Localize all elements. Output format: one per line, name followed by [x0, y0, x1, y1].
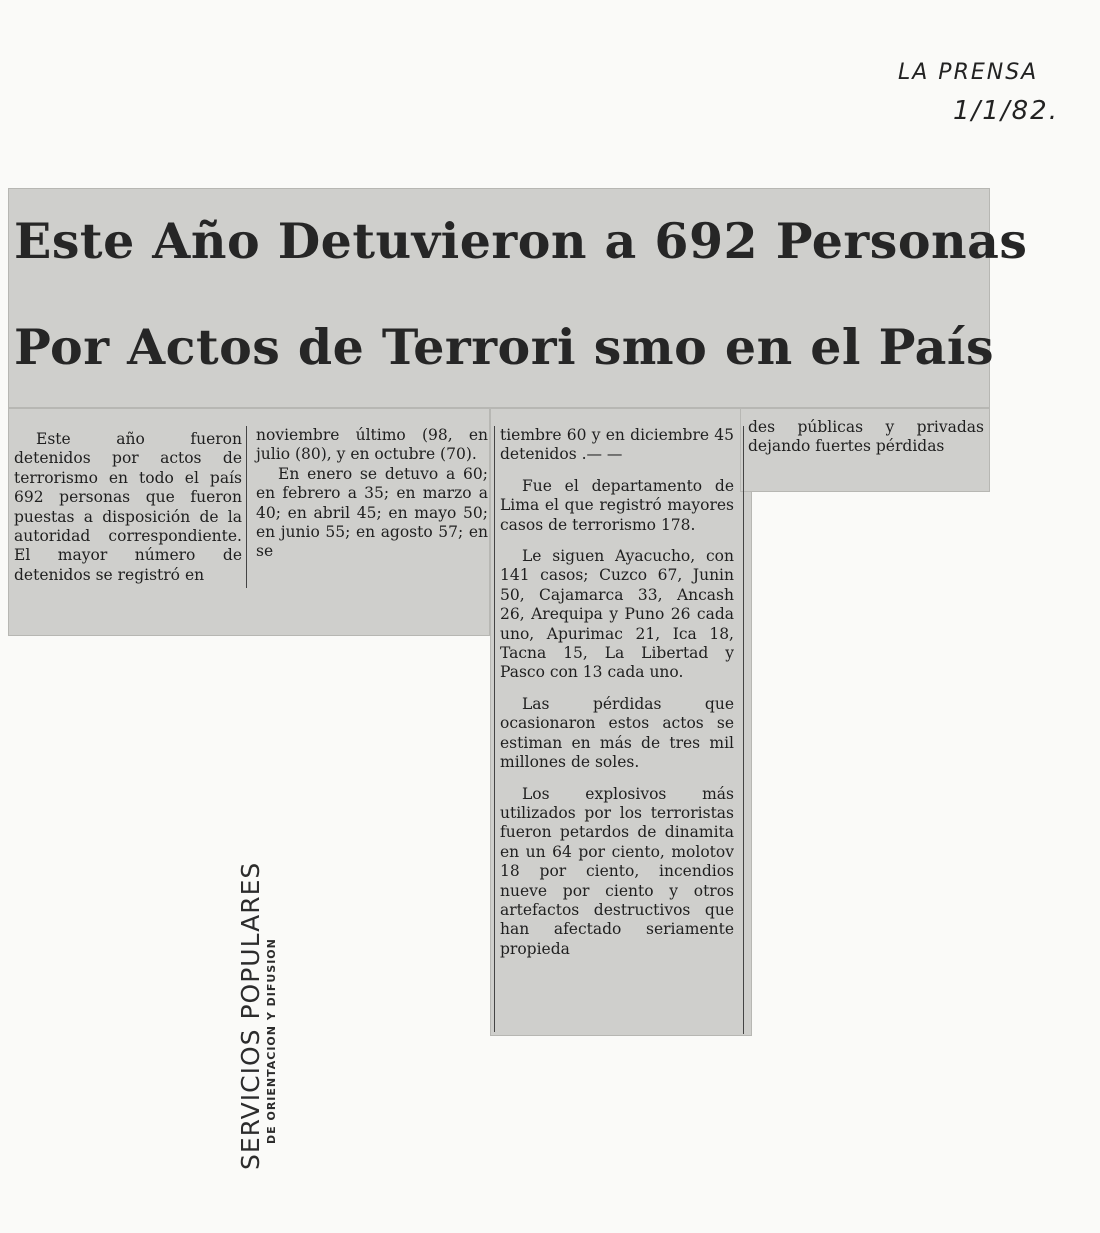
headline-line-2: Por Actos de Terrori smo en el País	[14, 318, 995, 376]
paragraph: des públicas y privadas dejando fuertes pérdidas	[748, 418, 984, 456]
archive-stamp	[236, 861, 436, 1170]
stamp-line-2: DE ORIENTACION Y DIFUSION	[265, 938, 278, 1144]
article-column-1	[14, 430, 242, 585]
article-column-4	[748, 418, 984, 457]
paragraph: Le siguen Ayacucho, con 141 casos; Cuzco 67, Junin 50, Cajamarca 33, Ancash 26, Arequipa y Puno 26 cada uno, Apurimac 21, Ica 18, Tacna 15, La Libertad y Pasco con 13 cada uno.	[500, 547, 734, 682]
paragraph: En enero se detuvo a 60; en febrero a 35; en marzo a 40; en abril 45; en mayo 50; en junio 55; en agosto 57; en se	[256, 464, 488, 561]
stamp-line-1: SERVICIOS POPULARES	[236, 861, 265, 1170]
paragraph: Fue el departamento de Lima el que registró mayores casos de terrorismo 178.	[500, 476, 734, 534]
paragraph: Este año fueron detenidos por actos de terrorismo en todo el país 692 personas que fueron puestas a disposición de la autoridad correspondiente. El mayor número de detenidos se registró en	[14, 430, 242, 584]
column-divider	[494, 426, 495, 1032]
column-divider	[246, 426, 247, 588]
article-column-3	[500, 426, 734, 971]
headline-line-1: Este Año Detuvieron a 692 Personas	[14, 212, 1028, 270]
paragraph: noviembre último (98, en julio (80), y en octubre (70).	[256, 426, 488, 464]
article-column-2	[256, 426, 488, 562]
handwritten-date-note: 1/1/82.	[953, 96, 1059, 126]
column-divider	[743, 426, 744, 1034]
paragraph: Los explosivos más utilizados por los terroristas fueron petardos de dinamita en un 64 por ciento, molotov 18 por ciento, incendios nueve por ciento y otros artefactos destructivos que han afectado seriamente propieda	[500, 784, 734, 958]
handwritten-source-note: LA PRENSA	[898, 60, 1039, 85]
paragraph: Las pérdidas que ocasionaron estos actos se estiman en más de tres mil millones de soles.	[500, 694, 734, 772]
paragraph: tiembre 60 y en diciembre 45 detenidos .— —	[500, 426, 734, 464]
